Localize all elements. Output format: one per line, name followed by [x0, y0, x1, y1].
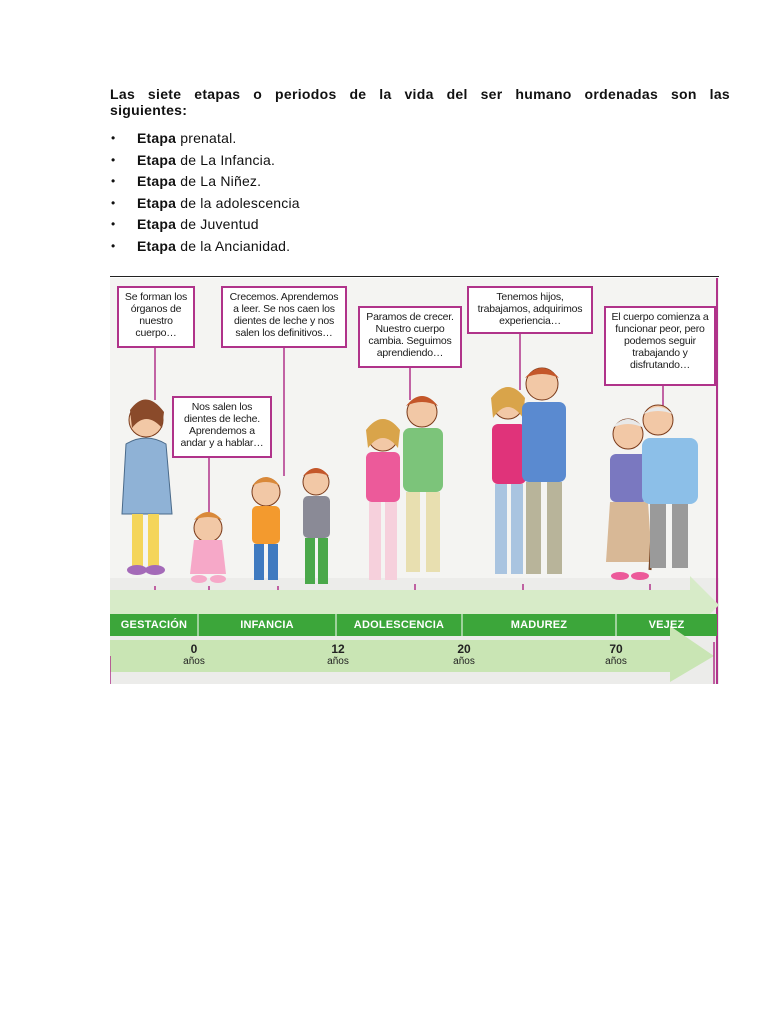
band-label-madurez: MADUREZ	[510, 619, 568, 631]
stage-description-box: Tenemos hijos, trabajamos, adquirimos experiencia…	[467, 286, 593, 334]
stage-text: de La Infancia.	[176, 151, 276, 168]
list-item	[110, 193, 300, 215]
list-item	[110, 171, 300, 193]
band-label-infancia: INFANCIA	[240, 619, 294, 631]
age-unit: años	[327, 656, 349, 667]
band-label-gestacion: GESTACIÓN	[120, 619, 188, 631]
baby-figure	[190, 512, 226, 583]
age-unit: años	[183, 656, 205, 667]
bullet-icon: •	[111, 131, 116, 145]
list-item	[110, 236, 300, 258]
age-marker	[318, 642, 358, 667]
list-item	[110, 128, 300, 150]
stage-description-box: Nos salen los dientes de leche. Aprendemos a andar y a hablar…	[172, 396, 272, 458]
age-unit: años	[605, 656, 627, 667]
bullet-icon: •	[111, 195, 116, 210]
bullet-icon: •	[111, 174, 116, 188]
stage-bold-label: Etapa	[137, 194, 177, 211]
bullet-icon: •	[111, 238, 116, 253]
age-number: 0	[190, 642, 198, 656]
stage-bold-label: Etapa	[137, 151, 177, 168]
age-number: 12	[331, 642, 345, 656]
list-item	[110, 214, 300, 236]
stage-bold-label: Etapa	[137, 130, 177, 146]
age-unit: años	[453, 656, 475, 667]
stage-text: de la adolescencia	[176, 194, 300, 211]
stage-description-box: El cuerpo comienza a funcionar peor, pero podemos seguir trabajando y disfrutando…	[604, 306, 716, 386]
age-number: 20	[457, 642, 471, 656]
intro-paragraph: Las siete etapas o periodos de la vida del ser humano ordenadas son las siguientes:	[110, 86, 730, 118]
stage-description-box: Se forman los órganos de nuestro cuerpo…	[117, 286, 195, 348]
bullet-icon: •	[111, 217, 116, 231]
bullet-icon: •	[111, 152, 116, 167]
age-marker	[174, 642, 214, 667]
stage-text: de la Ancianidad.	[176, 237, 291, 254]
horizontal-rule	[110, 276, 719, 277]
age-number: 70	[609, 642, 623, 656]
age-marker	[444, 642, 484, 667]
list-item	[110, 150, 300, 172]
stage-text: prenatal.	[176, 130, 237, 146]
stage-description-box: Crecemos. Aprendemos a leer. Se nos caen los dientes de leche y nos salen los definitivos…	[221, 286, 347, 348]
stage-bold-label: Etapa	[137, 237, 177, 254]
stage-text: de Juventud	[176, 216, 259, 232]
band-label-vejez: VEJEZ	[648, 619, 685, 631]
life-stages-illustration	[110, 278, 719, 684]
stage-text: de La Niñez.	[176, 173, 262, 189]
band-label-adolescencia: ADOLESCENCIA	[353, 619, 445, 631]
stage-bold-label: Etapa	[137, 173, 177, 189]
stage-description-box: Paramos de crecer. Nuestro cuerpo cambia. Seguimos aprendiendo…	[358, 306, 462, 368]
age-marker	[596, 642, 636, 667]
stage-bold-label: Etapa	[137, 216, 177, 232]
stage-list	[110, 128, 300, 257]
